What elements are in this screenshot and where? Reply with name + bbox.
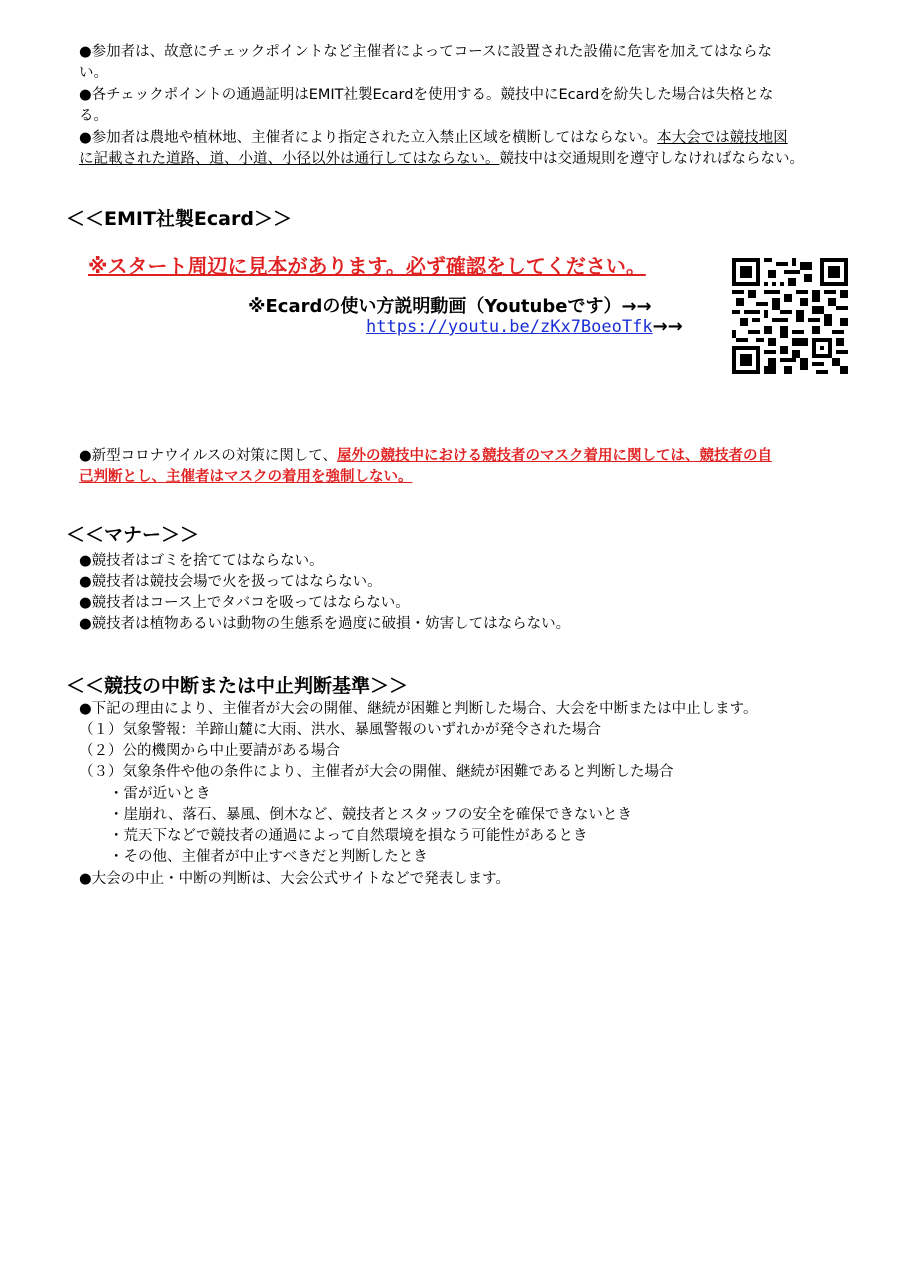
- covid-mask-red-1: 屋外の競技中における競技者のマスク着用に関しては、競技者の自: [337, 448, 772, 464]
- criteria-sub-item: ・崖崩れ、落石、暴風、倒木など、競技者とスタッフの安全を確保できないとき: [109, 807, 632, 823]
- criteria-sub-item: ・その他、主催者が中止すべきだと判断したとき: [109, 849, 428, 865]
- manner-item: ●競技者はゴミを捨ててはならない。: [79, 553, 324, 569]
- manner-item: ●競技者は植物あるいは動物の生態系を過度に破損・妨害してはならない。: [79, 616, 571, 632]
- criteria-item-3: （３）気象条件や他の条件により、主催者が大会の開催、継続が困難であると判断した場合: [79, 764, 674, 780]
- covid-prefix: ●新型コロナウイルスの対策に関して、: [79, 448, 337, 464]
- ecard-heading: ＜＜EMIT社製Ecard＞＞: [66, 208, 292, 230]
- rule-ecard-cont: る。: [79, 108, 108, 124]
- manner-item: ●競技者はコース上でタバコを吸ってはならない。: [79, 595, 410, 611]
- criteria-item-1: （１）気象警報：羊蹄山麓に大雨、洪水、暴風警報のいずれかが発令された場合: [79, 722, 601, 738]
- youtube-link[interactable]: https://youtu.be/zKx7BoeoTfk: [366, 317, 653, 337]
- covid-mask-policy-cont: [79, 467, 413, 487]
- manners-heading: ＜＜マナー＞＞: [66, 524, 200, 546]
- criteria-sub-item: ・雷が近いとき: [109, 786, 211, 802]
- rule-roads-underlined: に記載された道路、道、小道、小径以外は通行してはならない。: [79, 151, 500, 167]
- url-arrow: →→: [652, 316, 683, 337]
- manner-item: ●競技者は競技会場で火を扱ってはならない。: [79, 574, 382, 590]
- rule-equipment: ●参加者は、故意にチェックポイントなど主催者によってコースに設置された設備に危害を加えてはならな: [79, 44, 772, 60]
- ecard-sample-notice: ※スタート周辺に見本があります。必ず確認をしてください。: [88, 254, 646, 278]
- rule-restricted-area: [79, 128, 788, 148]
- criteria-heading: ＜＜競技の中断または中止判断基準＞＞: [66, 675, 409, 697]
- rule-restricted-text: ●参加者は農地や植林地、主催者により指定された立入禁止区域を横断してはならない。: [79, 130, 658, 146]
- criteria-item-2: （２）公的機関から中止要請がある場合: [79, 743, 340, 759]
- covid-mask-red-2: 己判断とし、主催者はマスクの着用を強制しない。: [79, 469, 413, 485]
- ecard-video-url-line: [366, 316, 683, 337]
- qr-code-icon[interactable]: [732, 258, 848, 374]
- criteria-intro: ●下記の理由により、主催者が大会の開催、継続が困難と判断した場合、大会を中断または中止します。: [79, 701, 758, 717]
- criteria-announce: ●大会の中止・中断の判断は、大会公式サイトなどで発表します。: [79, 871, 510, 887]
- ecard-video-label: ※Ecardの使い方説明動画（Youtubeです）→→: [248, 296, 652, 317]
- criteria-sub-item: ・荒天下などで競技者の通過によって自然環境を損なう可能性があるとき: [109, 828, 588, 844]
- rule-map-roads-underlined: 本大会では競技地図: [657, 130, 788, 146]
- rule-roads: [79, 149, 804, 169]
- covid-mask-policy: [79, 446, 772, 466]
- rule-equipment-cont: い。: [79, 65, 108, 81]
- rule-traffic: 競技中は交通規則を遵守しなければならない。: [499, 151, 804, 167]
- rule-ecard: ●各チェックポイントの通過証明はEMIT社製Ecardを使用する。競技中にEcardを紛失した場合は失格とな: [79, 87, 774, 103]
